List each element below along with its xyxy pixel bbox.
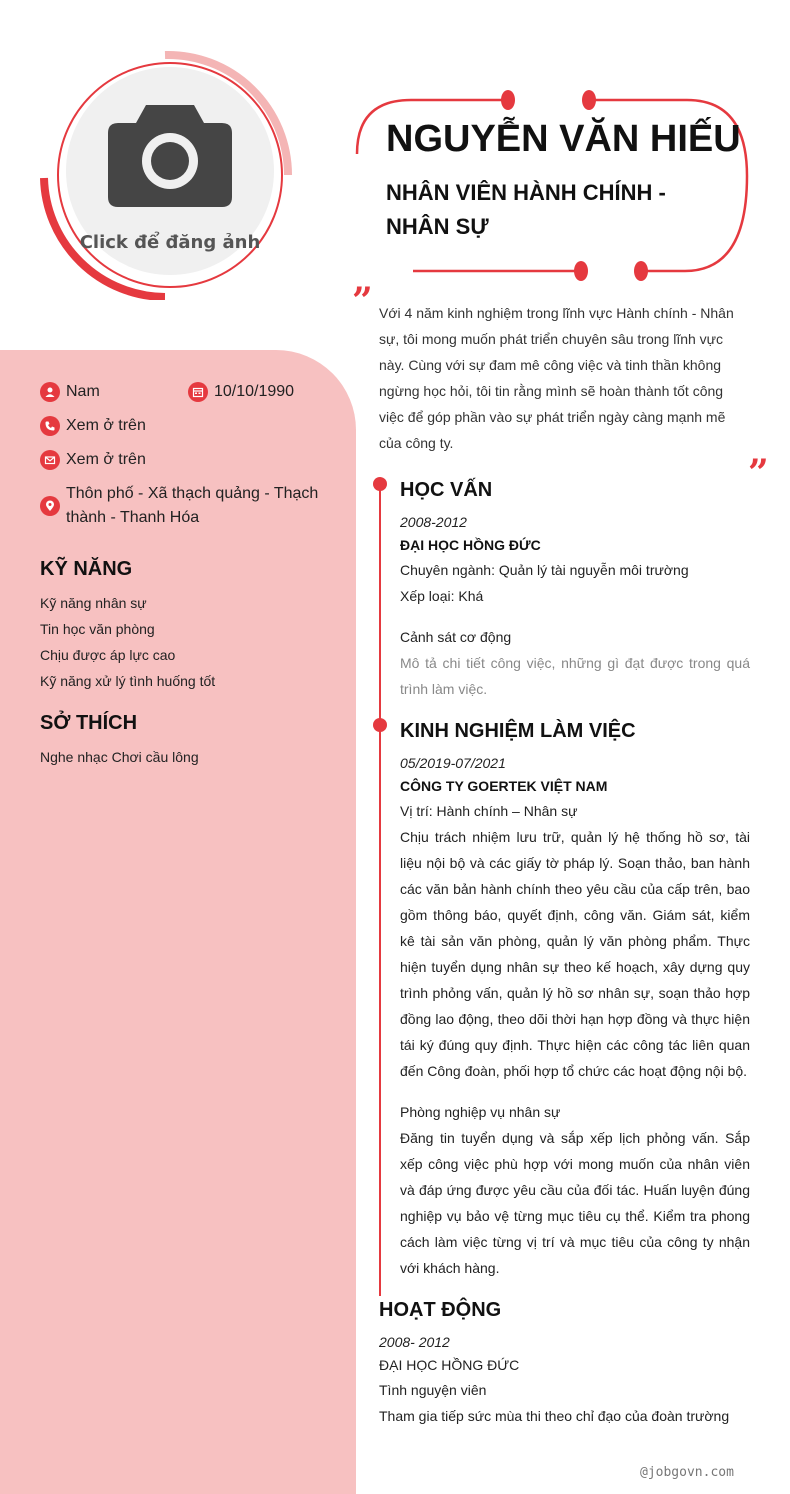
timeline-dot — [373, 477, 387, 491]
avatar[interactable] — [40, 50, 292, 300]
education-heading: HỌC VẤN — [400, 479, 493, 501]
contact-birthday — [188, 380, 294, 404]
calendar-icon — [188, 382, 208, 402]
skill-item: Chịu được áp lực cao — [40, 647, 176, 663]
hobbies-list — [40, 744, 199, 770]
activities-role: Tình nguyện viên — [379, 1382, 487, 1398]
camera-icon — [106, 99, 234, 209]
phone-icon — [40, 416, 60, 436]
experience-department-desc: Đăng tin tuyển dụng và sắp xếp lịch phỏng vấn. Sắp xếp công việc phù hợp với mong muốn của nhân viên và đáp ứng được yêu cầu của đối tác. Huấn luyện đúng nghiệp vụ bảo vệ từng mục tiêu cụ thể. Kiểm tra phong cách làm việc từng vị trí và mục tiêu của công ty nhận với khách hàng. — [400, 1130, 750, 1276]
education-school: ĐẠI HỌC HỒNG ĐỨC — [400, 537, 541, 553]
quote-open-icon: ” — [352, 280, 373, 322]
experience-position: Vị trí: Hành chính – Nhân sự — [400, 803, 578, 819]
gender-value: Nam — [66, 383, 100, 400]
skills-heading: KỸ NĂNG — [40, 558, 133, 580]
activities-desc: Tham gia tiếp sức mùa thi theo chỉ đạo của đoàn trường — [379, 1408, 730, 1424]
quote-close-icon: ” — [748, 452, 769, 494]
activities-org: ĐẠI HỌC HỒNG ĐỨC — [379, 1357, 520, 1373]
education-rank: Xếp loại: Khá — [400, 588, 484, 604]
contact-phone — [40, 414, 146, 438]
education-extra-title: Cảnh sát cơ động — [400, 629, 512, 645]
skill-item: Kỹ năng nhân sự — [40, 595, 147, 611]
hobby-item: Nghe nhạc Chơi cầu lông — [40, 749, 199, 765]
experience-department: Phòng nghiệp vụ nhân sự — [400, 1104, 561, 1120]
email-icon — [40, 450, 60, 470]
contact-email — [40, 448, 146, 472]
activities-heading: HOẠT ĐỘNG — [379, 1299, 502, 1321]
job-title: NHÂN VIÊN HÀNH CHÍNH - NHÂN SỰ — [386, 180, 666, 239]
avatar-upload-label[interactable]: Click để đăng ảnh — [79, 232, 261, 253]
contact-gender — [40, 380, 100, 404]
timeline-dot — [373, 718, 387, 732]
address-value: Thôn phố - Xã thạch quảng - Thạch thành - Thanh Hóa — [66, 485, 319, 526]
footer-watermark: @jobgovn.com — [640, 1465, 734, 1480]
timeline-line — [379, 484, 381, 1296]
experience-period: 05/2019-07/2021 — [400, 755, 506, 771]
experience-company: CÔNG TY GOERTEK VIỆT NAM — [400, 778, 608, 794]
contact-address — [40, 482, 330, 530]
education-extra-desc: Mô tả chi tiết công việc, những gì đạt được trong quá trình làm việc. — [400, 655, 750, 697]
education-major: Chuyên ngành: Quản lý tài nguyễn môi trường — [400, 562, 689, 578]
skill-item: Tin học văn phòng — [40, 621, 155, 637]
location-icon — [40, 496, 60, 516]
candidate-name: NGUYỄN VĂN HIẾU — [386, 118, 741, 160]
hobbies-heading: SỞ THÍCH — [40, 712, 138, 734]
email-value: Xem ở trên — [66, 451, 146, 468]
career-summary: Với 4 năm kinh nghiệm trong lĩnh vực Hành chính - Nhân sự, tôi mong muốn phát triển chuyên sâu trong lĩnh vực này. Cùng với sự đam mê công việc và tinh thần không ngừng học hỏi, tôi tin rằng mình sẽ hoàn thành tốt công việc để góp phần vào sự phát triển ngày càng mạnh mẽ của công ty. — [379, 305, 734, 451]
birthday-value: 10/10/1990 — [214, 383, 295, 400]
skills-list — [40, 590, 215, 694]
user-icon — [40, 382, 60, 402]
activities-period: 2008- 2012 — [379, 1334, 450, 1350]
avatar-upload-area[interactable] — [66, 67, 274, 275]
experience-heading: KINH NGHIỆM LÀM VIỆC — [400, 720, 636, 742]
education-period: 2008-2012 — [400, 514, 467, 530]
phone-value: Xem ở trên — [66, 417, 146, 434]
experience-description: Chịu trách nhiệm lưu trữ, quản lý hệ thống hồ sơ, tài liệu nội bộ và các giấy tờ pháp lý. Soạn thảo, ban hành các văn bản hành chính theo yêu cầu của cấp trên, bao gồm thông báo, quyết định, công văn. Giám sát, kiểm kê tài sản văn phòng, quản lý văn phòng phẩm. Thực hiện tuyển dụng nhân sự theo kế hoạch, xây dựng quy trình phỏng vấn, quản lý hồ sơ nhân sự, soạn thảo hợp đồng lao động, theo dõi thời hạn hợp đồng và thực hiện tái ký đúng quy định. Thực hiện các công tác liên quan đến Công đoàn, phối hợp tổ chức các hoạt động nội bộ. — [400, 829, 750, 1079]
skill-item: Kỹ năng xử lý tình huống tốt — [40, 673, 216, 689]
